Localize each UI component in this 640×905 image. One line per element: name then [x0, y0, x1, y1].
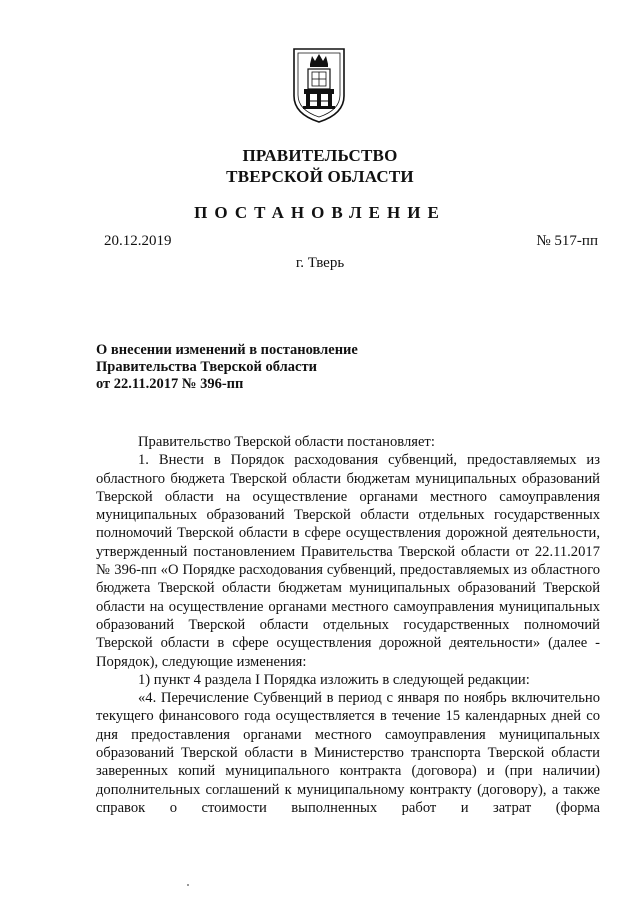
subject-line2: Правительства Тверской области — [96, 359, 317, 375]
document-number: № 517-пп — [536, 233, 598, 249]
document-city: г. Тверь — [295, 255, 345, 271]
document-date: 20.12.2019 — [104, 233, 172, 249]
government-name-line2: ТВЕРСКОЙ ОБЛАСТИ — [226, 167, 414, 186]
document-subject — [96, 342, 358, 393]
document-type: ПОСТАНОВЛЕНИЕ — [194, 203, 446, 222]
body-intro: Правительство Тверской области постановляет: — [138, 434, 435, 450]
document-body — [96, 433, 600, 817]
government-name-line1: ПРАВИТЕЛЬСТВО — [242, 146, 398, 165]
subject-line3: от 22.11.2017 № 396-пп — [96, 376, 244, 392]
body-paragraph-2: 1) пункт 4 раздела I Порядка изложить в следующей редакции: — [138, 671, 530, 688]
tver-coat-of-arms-icon — [291, 46, 347, 124]
subject-line1: О внесении изменений в постановление — [96, 342, 358, 358]
government-name — [0, 145, 640, 187]
body-paragraph-1: 1. Внести в Порядок расходования субвенций, предоставляемых из областного бюджета Тверской области бюджетам муниципальных образований Тверской области на осуществление органами местного самоуправления муниципальных образований Тверской области отдельных государственных полномочий Тверской области в сфере осуществления дорожной деятельности, утвержденный постановлением Правительства Тверской области от 22.11.2017 № 396-пп «О Порядке расходования субвенций, предоставляемых из областного бюджета Тверской области бюджетам муниципальных образований Тверской области на осуществление органами местного самоуправления муниципальных образований Тверской области отдельных государственных полномочий Тверской области в сфере осуществления дорожной деятельности» (далее - Порядок), следующие изменения: — [96, 452, 600, 670]
scan-speck — [187, 884, 189, 886]
body-paragraph-3: «4. Перечисление Субвенций в период с января по ноябрь включительно текущего финансового года осуществляется в течение 15 календарных дней со дня предоставления органами местного самоуправления муниципальных образований Тверской области в Министерство транспорта Тверской области заверенных копий муниципального контракта (договора) и (при наличии) дополнительных соглашений к муниципальному контракту (договору), а также справок о стоимости выполненных работ и затрат (форма — [96, 690, 600, 816]
